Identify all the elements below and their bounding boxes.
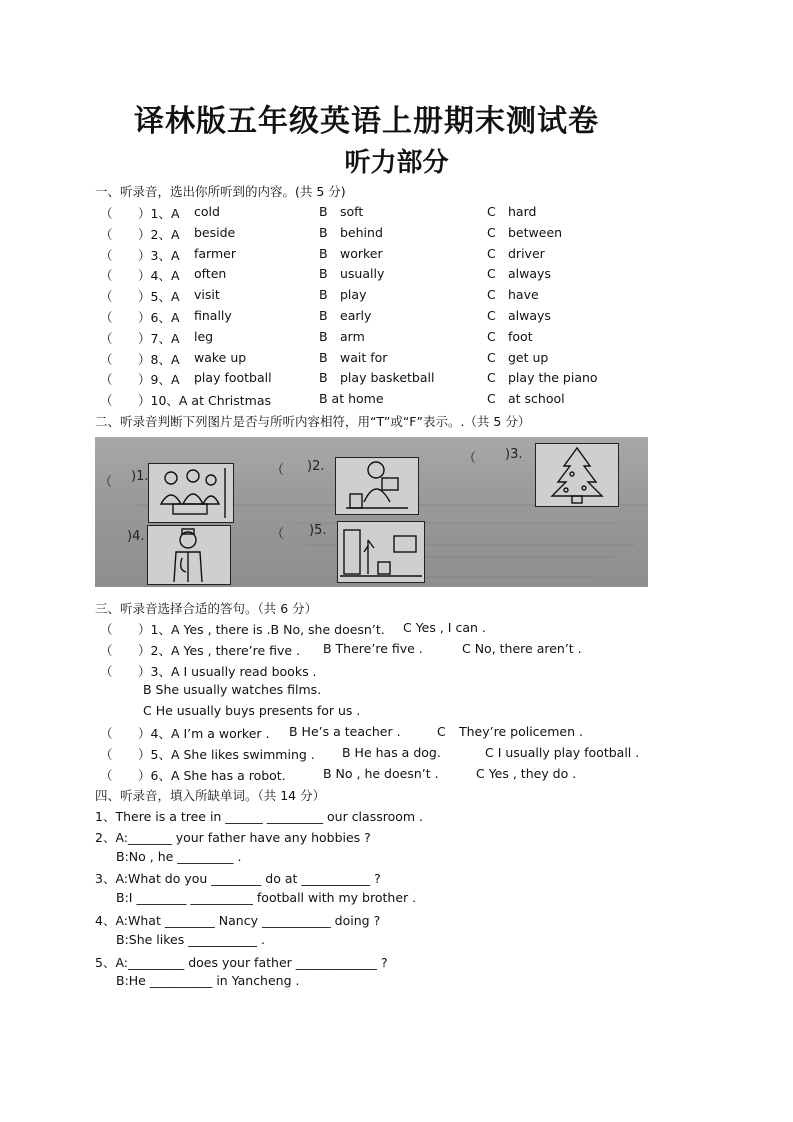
pic-label-paren: （ [271,527,285,542]
picture-3-christmas-tree [535,443,619,507]
option-c-letter: C [487,245,496,261]
option-c: driver [508,245,545,261]
answer-paren: （ [100,206,113,221]
option-c: at school [508,391,565,407]
option-b-letter: B [319,224,328,240]
answer-paren: （ [100,767,113,783]
option-c-letter: C [487,224,496,240]
question-number: ）3、A [138,247,180,263]
option-b: play [340,287,367,303]
option-c-letter: C [487,287,496,303]
question-number: ）7、A [138,330,180,346]
option-c: hard [508,204,537,219]
option-a: visit [194,287,220,303]
option-b-letter: B at home [319,391,384,407]
page-title: 译林版五年级英语上册期末测试卷 [134,104,599,139]
option-c: always [508,266,551,282]
answer-option-b: B He has a dog. [342,744,441,760]
option-b: arm [340,328,365,344]
option-b: usually [340,266,385,282]
pic-label-paren: （ [271,463,285,478]
question-number: ）8、A [138,351,180,367]
option-a: wake up [194,349,247,365]
answer-paren: （ [100,663,113,679]
option-b-letter: B [319,328,328,344]
picture-2-boy-reading [335,457,419,515]
option-a: often [194,266,227,282]
section-4-heading: 四、听录音，填入所缺单词。（共 14 分） [95,788,326,803]
fill-blank-line: 2、A:_______ your father have any hobbies ? [95,829,371,845]
fill-blank-line: B:No , he _________ . [116,848,242,864]
fill-blank-line: 3、A:What do you ________ do at ___________ ? [95,871,381,887]
question-number: ）1、A [138,206,180,221]
fill-blank-line: 1、There is a tree in ______ _________ our classroom . [95,809,424,824]
option-c: between [508,224,563,240]
option-c-letter: C [487,266,496,282]
family-sketch-icon [149,464,233,522]
question-number: ）9、A [138,372,180,388]
option-c: play the piano [508,370,598,386]
answer-option: ）2、A Yes , there’re five . [138,642,301,658]
option-b: worker [340,245,383,261]
answer-paren: （ [100,226,113,242]
answer-paren: （ [100,622,113,637]
pic-label-5: )5. [309,523,327,538]
answer-option-c: C [437,724,446,739]
option-c-letter: C [487,349,496,365]
answer-paren: （ [100,268,113,284]
option-a: farmer [194,245,236,261]
fill-blank-line: B:He __________ in Yancheng . [116,973,300,989]
option-b: behind [340,224,383,240]
option-c-letter: C [487,204,496,219]
option-a: finally [194,308,232,323]
option-b: play basketball [340,370,435,386]
fill-blank-line: B:She likes ___________ . [116,931,265,947]
option-c-letter: C [487,391,496,407]
fill-blank-line: 4、A:What ________ Nancy ___________ doing ? [95,913,381,928]
answer-option-c: C Yes , they do . [476,765,577,781]
fill-blank-line: 5、A:_________ does your father _____________ ? [95,954,388,970]
picture-4-doctor [147,525,231,585]
option-b: early [340,308,372,323]
answer-option-b: B He’s a teacher . [289,724,401,739]
answer-paren: （ [100,726,113,741]
option-b-letter: B [319,287,328,303]
answer-paren: （ [100,746,113,762]
answer-option: ）4、A I’m a worker . [138,726,270,741]
picture-panel [95,437,648,587]
answer-paren: （ [100,642,113,658]
option-a: beside [194,224,236,240]
answer-option-b: B There’re five . [323,640,423,656]
answer-option: B She usually watches films. [143,682,322,698]
answer-option-c-text: They’re policemen . [459,724,583,739]
pic-label-4: )4. [127,529,145,544]
pic-label-3: )3. [505,447,523,462]
option-c-letter: C [487,370,496,386]
option-c: foot [508,328,533,344]
option-b-letter: B [319,370,328,386]
answer-option: ）6、A She has a robot. [138,767,286,783]
option-b-letter: B [319,266,328,282]
answer-option-c: C I usually play football . [485,744,640,760]
question-number: ）2、A [138,226,180,242]
answer-paren: （ [100,289,113,305]
answer-paren: （ [100,351,113,367]
question-number: ）4、A [138,268,180,284]
option-a: cold [194,204,220,219]
pic-label-paren: （ [99,475,113,490]
answer-option-c: C No, there aren’t . [462,640,582,656]
answer-paren: （ [100,372,113,388]
option-c: have [508,287,539,303]
answer-option-b: B No , he doesn’t . [323,765,439,781]
answer-paren: （ [100,393,113,409]
option-b: soft [340,204,364,219]
section-3-heading: 三、听录音选择合适的答句。（共 6 分） [95,601,318,616]
classroom-sketch-icon [338,522,424,582]
option-b-letter: B [319,204,328,219]
option-b-letter: B [319,308,328,323]
answer-option: ）1、A Yes , there is .B No, she doesn’t. [138,622,385,637]
option-a: play football [194,370,272,386]
reading-sketch-icon [336,458,418,514]
option-c-letter: C [487,328,496,344]
option-b-letter: B [319,349,328,365]
option-c: get up [508,349,549,365]
answer-paren: （ [100,330,113,346]
christmas-tree-icon [536,444,618,506]
question-number: ）6、A [138,310,180,325]
answer-paren: （ [100,247,113,263]
pic-label-2: )2. [307,459,325,474]
option-b-letter: B [319,245,328,261]
answer-option-c: C Yes , I can . [403,620,486,635]
option-c: always [508,308,551,323]
picture-5-classroom [337,521,425,583]
question-number: ）10、A at Christmas [138,393,271,409]
fill-blank-line: B:I ________ __________ football with my brother . [116,890,417,906]
answer-paren: （ [100,310,113,325]
page-subtitle: 听力部分 [344,148,449,178]
answer-option: ）3、A I usually read books . [138,663,317,679]
option-c-letter: C [487,308,496,323]
question-number: ）5、A [138,289,180,305]
section-2-heading: 二、听录音判断下列图片是否与所听内容相符，用“T”或“F”表示。.（共 5 分） [95,414,531,429]
option-b: wait for [340,349,388,365]
answer-option: ）5、A She likes swimming . [138,746,315,762]
answer-option: C He usually buys presents for us . [143,703,361,719]
doctor-sketch-icon [148,526,230,584]
option-a: leg [194,328,214,344]
picture-1-family [148,463,234,523]
pic-label-1: )1. [131,469,149,484]
pic-label-paren: （ [463,451,477,466]
section-1-heading: 一、听录音，选出你所听到的内容。(共 5 分) [95,184,346,199]
